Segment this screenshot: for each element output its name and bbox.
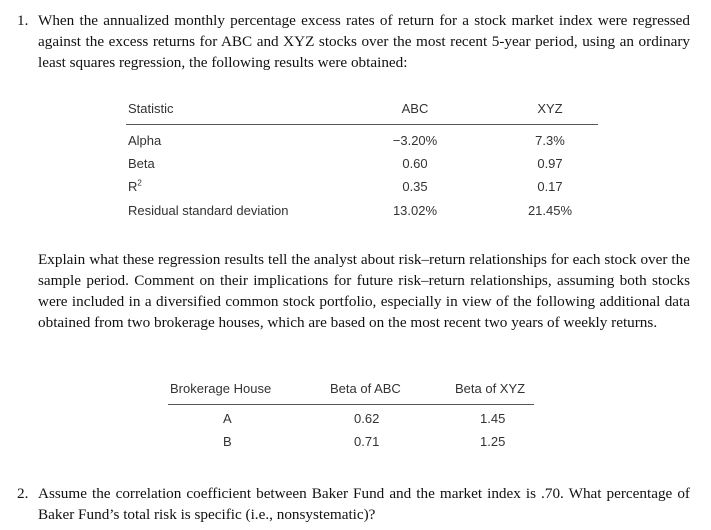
- question-number: 1.: [17, 12, 29, 29]
- cell-abc: 0.60: [402, 156, 428, 171]
- row-label: [128, 179, 142, 194]
- table-header-beta-xyz: Beta of XYZ: [455, 381, 526, 396]
- cell-beta-abc: 0.71: [354, 434, 380, 449]
- question-text: Assume the correlation coefficient between Baker Fund and the market index is .70. What percentage of Baker Fund’s total risk is specific (i.e., nonsystematic)?: [38, 485, 690, 523]
- table-header-beta-abc: Beta of ABC: [330, 381, 401, 396]
- cell-abc: −3.20%: [392, 133, 438, 148]
- row-house: B: [223, 434, 232, 449]
- table-header-xyz: XYZ: [537, 101, 563, 116]
- r-squared-label: R: [128, 179, 138, 194]
- table-header-house: Brokerage House: [170, 381, 272, 396]
- table-header-rule: [126, 124, 598, 125]
- cell-xyz: 0.97: [537, 156, 563, 171]
- row-house: A: [223, 411, 232, 426]
- row-label: Residual standard deviation: [128, 203, 289, 218]
- cell-xyz: 21.45%: [527, 203, 573, 218]
- cell-abc: 13.02%: [392, 203, 438, 218]
- r-squared-superscript: 2: [137, 178, 142, 188]
- cell-xyz: 0.17: [537, 179, 563, 194]
- cell-abc: 0.35: [402, 179, 428, 194]
- question-number: 2.: [17, 485, 29, 502]
- table-header-rule: [168, 404, 534, 405]
- table-header-abc: ABC: [401, 101, 429, 116]
- question-text: When the annualized monthly percentage excess rates of return for a stock market index were regressed against the excess returns for ABC and XYZ stocks over the most recent 5-year period, using an ordinary least squares regression, the following results were obtained:: [38, 12, 690, 71]
- cell-beta-xyz: 1.25: [480, 434, 506, 449]
- row-label: Beta: [128, 156, 155, 171]
- question-text: Explain what these regression results tell the analyst about risk–return relationships for each stock over the sample period. Comment on their implications for future risk–return relationships, assuming both stocks were included in a diversified common stock portfolio, especially in view of the following additional data obtained from two brokerage houses, which are based on the most recent two years of weekly returns.: [38, 251, 690, 331]
- table-header-statistic: Statistic: [128, 101, 174, 116]
- cell-beta-abc: 0.62: [354, 411, 380, 426]
- cell-xyz: 7.3%: [535, 133, 565, 148]
- cell-beta-xyz: 1.45: [480, 411, 506, 426]
- row-label: Alpha: [128, 133, 162, 148]
